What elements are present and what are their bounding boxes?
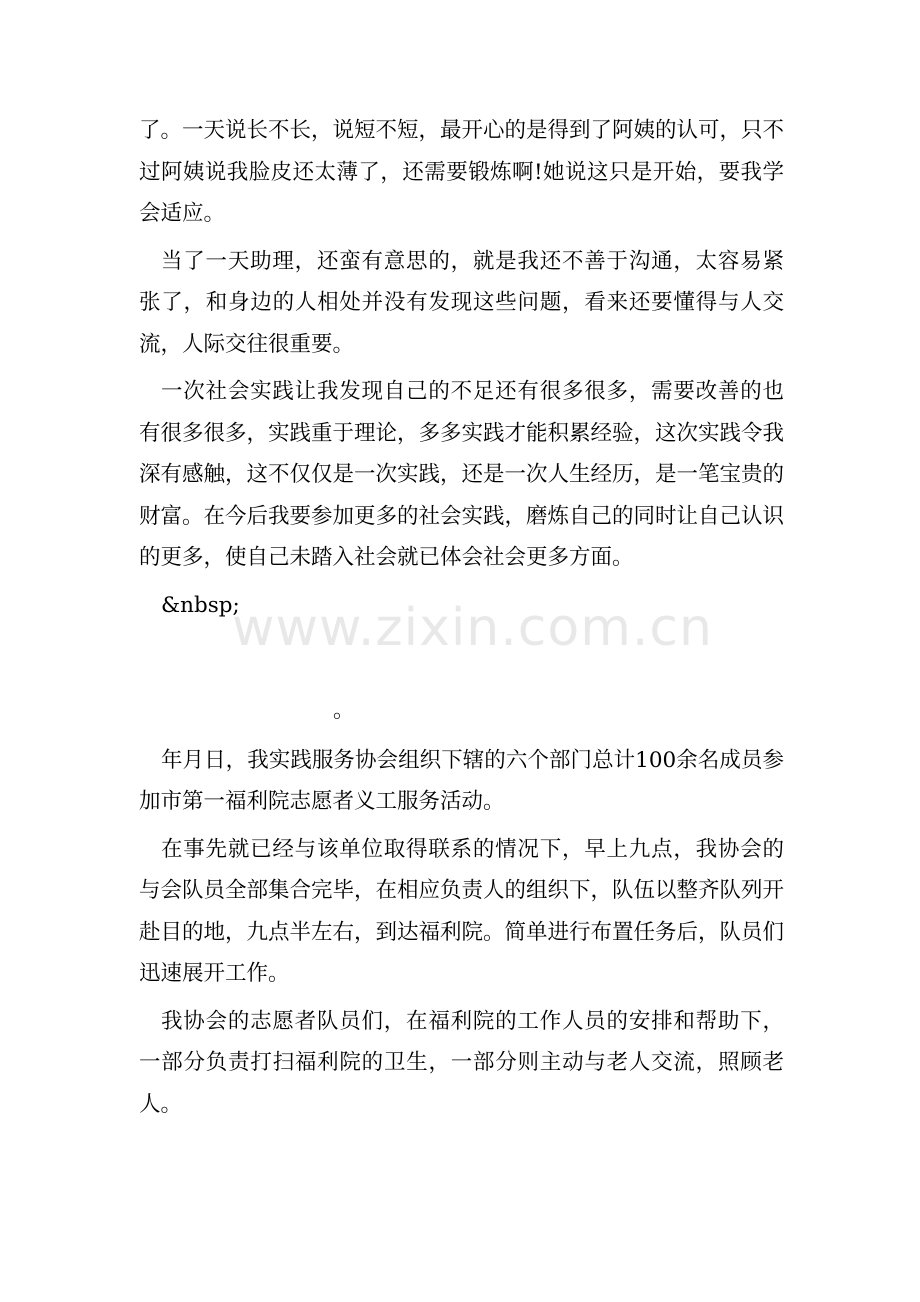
paragraph-activity-intro: 年月日，我实践服务协会组织下辖的六个部门总计100余名成员参加市第一福利院志愿者义工服务活动。 [139, 747, 784, 814]
paragraph-activity-arrival: 在事先就已经与该单位取得联系的情况下，早上九点，我协会的与会队员全部集合完毕，在相应负责人的组织下，队伍以整齐队列开赴目的地，九点半左右，到达福利院。简单进行布置任务后，队员们迅速展开工作。 [139, 836, 785, 986]
section-mark: 。 [333, 698, 355, 723]
nbsp-text-line: &nbsp; [161, 592, 240, 618]
paragraph-reflection: 一次社会实践让我发现自己的不足还有很多很多，需要改善的也有很多很多，实践重于理论，多多实践才能积累经验，这次实践令我深有感触，这不仅仅是一次实践，还是一次人生经历，是一笔宝贵的财富。在今后我要参加更多的社会实践，磨炼自己的同时让自己认识的更多，使自己未踏入社会就已体会社会更多方面。 [139, 379, 785, 570]
paragraph-continuation: 了。一天说长不长，说短不短，最开心的是得到了阿姨的认可，只不过阿姨说我脸皮还太薄了，还需要锻炼啊!她说这只是开始，要我学会适应。 [139, 118, 785, 226]
paragraph-activity-work: 我协会的志愿者队员们，在福利院的工作人员的安排和帮助下，一部分负责打扫福利院的卫生，一部分则主动与老人交流，照顾老人。 [139, 1008, 784, 1117]
watermark-logo: www.zixin.com.cn [232, 598, 713, 658]
paragraph-assistant: 当了一天助理，还蛮有意思的，就是我还不善于沟通，太容易紧张了，和身边的人相处并没有发现这些问题，看来还要懂得与人交流，人际交往很重要。 [139, 248, 784, 357]
document-body [139, 110, 784, 1131]
